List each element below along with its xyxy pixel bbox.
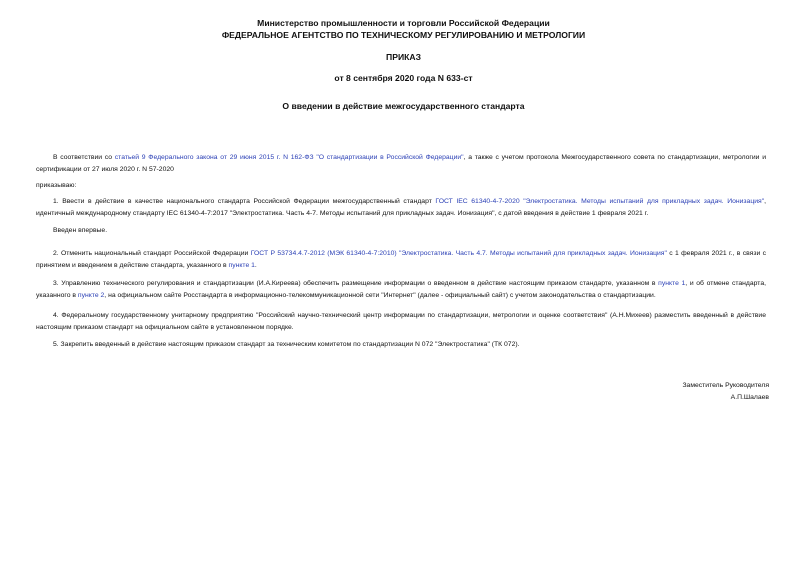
doc-date-heading: от 8 сентября 2020 года N 633-ст [334,73,473,83]
item-4-paragraph: 4. Федеральному государственному унитарному предприятию "Российский научно-технический центр информации по стандартизации, метрологии и оценке соответствия" (А.Н.Михеев) разместить введенный в действие настоящим приказом стандарт на официальном сайте в установленном порядке. [36,312,766,331]
doc-type-heading: ПРИКАЗ [386,52,421,62]
signature-name: А.П.Шалаев [730,394,769,401]
item3-text-3: , на официальном сайте Росстандарта в информационно-телекоммуникационной сети "Интернет" (далее - официальный сайт) с учетом законодательства о стандартизации. [104,291,656,299]
item-1-reference-link[interactable]: пункте 1 [658,280,686,287]
item1-text-1: 1. Ввести в действие в качестве национального стандарта Российской Федерации межгосударственный стандарт [53,198,436,205]
item-2-paragraph [36,248,766,271]
intro-text-1: В соответствии со [53,154,115,161]
doc-title-heading: О введении в действие межгосударственного стандарта [282,101,525,111]
item-1-reference-link[interactable]: пункте 1 [228,261,255,269]
federal-law-link[interactable]: статьей 9 Федерального закона от 29 июня 2015 г. N 162-ФЗ "О стандартизации в Российской Федерации" [114,154,464,161]
agency-heading: ФЕДЕРАЛЬНОЕ АГЕНТСТВО ПО ТЕХНИЧЕСКОМУ РЕГУЛИРОВАНИЮ И МЕТРОЛОГИИ [221,30,586,40]
item-2-reference-link[interactable]: пункте 2 [77,291,105,299]
item3-text-2: , и об отмене стандарта, указанного в [36,280,766,299]
intro-paragraph [36,152,766,175]
intro-text-2: , а также с учетом протокола Межгосударственного совета по стандартизации, метрологии и сертификации от 27 июля 2020 г. N 57-2020 [36,154,766,173]
ministry-heading: Министерство промышленности и торговли Российской Федерации [257,18,550,28]
item-3-paragraph [36,278,766,301]
item-5-paragraph: 5. Закрепить введенный в действие настоящим приказом стандарт за техническим комитетом по стандартизации N 072 "Электростатика" (ТК 072). [53,341,520,348]
signature-position: Заместитель Руководителя [682,382,769,389]
item-1-paragraph [36,196,766,219]
order-word: приказываю: [36,182,77,189]
gost-r-link[interactable]: ГОСТ Р 53734.4.7-2012 (МЭК 61340-4-7:2010) "Электростатика. Часть 4.7. Методы испытаний для прикладных задач. Ионизация" [250,250,667,257]
item2-text-1: 2. Отменить национальный стандарт Российской Федерации [53,250,251,257]
item2-text-2: с 1 февраля 2021 г., в связи с принятием и введением в действие стандарта, указанного в [36,250,767,269]
item3-text-1: 3. Управлению технического регулирования и стандартизации (И.А.Киреева) обеспечить размещение информации о введенном в действие настоящим приказом стандарте, указанном в [53,280,659,287]
item2-text-3: . [254,261,257,269]
first-time-note: Введен впервые. [53,227,108,234]
item1-text-2: , идентичный международному стандарту IEC 61340-4-7:2017 "Электростатика. Часть 4-7. Методы испытаний для прикладных задач. Ионизация", с датой введения в действие 1 февраля 2021 г. [36,198,766,217]
gost-iec-link[interactable]: ГОСТ IEC 61340-4-7-2020 "Электростатика. Методы испытаний для прикладных задач. Ионизация" [435,198,765,205]
